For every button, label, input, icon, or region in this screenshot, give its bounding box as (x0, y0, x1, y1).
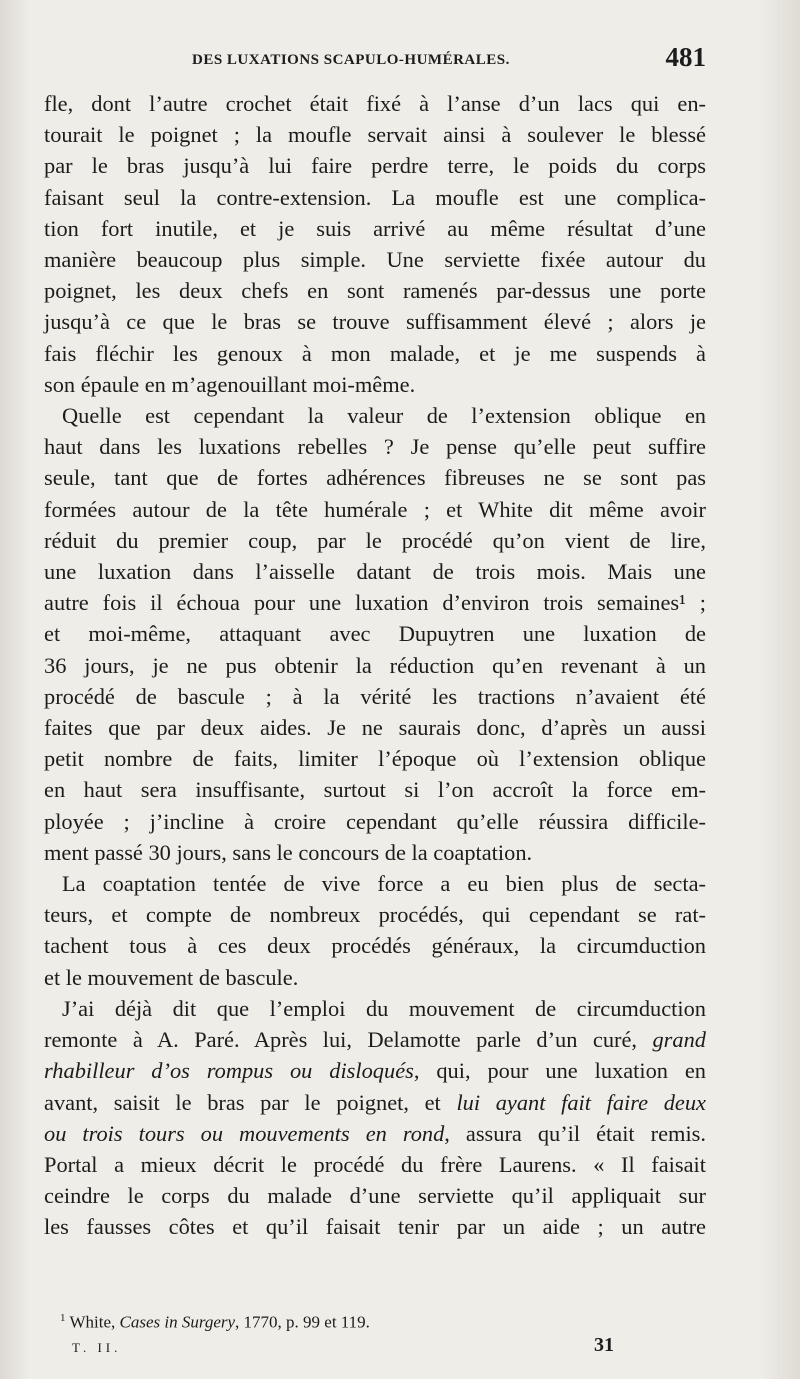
text-line: faisant seul la contre-extension. La moufle est une complica- (44, 184, 706, 210)
text-line: fais fléchir les genoux à mon malade, et je me suspends à (44, 340, 706, 366)
text-line: Quelle est cependant la valeur de l’extension oblique en (62, 403, 706, 429)
footnote-title: Cases in Surgery (119, 1312, 236, 1332)
text-line: procédé de bascule ; à la vérité les tractions n’avaient été (44, 683, 706, 709)
sheet-number: 31 (594, 1334, 614, 1356)
text-line: formées autour de la tête humérale ; et White dit même avoir (44, 496, 706, 522)
text-line: ployée ; j’incline à croire cependant qu’elle réussira difficile- (44, 808, 706, 834)
page-number: 481 (665, 42, 706, 72)
footnote (60, 1312, 370, 1333)
text-line (44, 1118, 706, 1149)
italic-text: lui ayant fait faire deux (456, 1089, 706, 1115)
text-line: manière beaucoup plus simple. Une serviette fixée autour du (44, 247, 706, 273)
text-line: petit nombre de faits, limiter l’époque où l’extension oblique (44, 746, 706, 772)
text-line: Portal a mieux décrit le procédé du frère Laurens. « Il faisait (44, 1151, 706, 1177)
running-title: DES LUXATIONS SCAPULO-HUMÉRALES. (192, 52, 510, 68)
text-segment: , assura qu’il était remis. (444, 1120, 706, 1146)
text-line: réduit du premier coup, par le procédé qu’on vient de lire, (44, 527, 706, 553)
text-line: les fausses côtes et qu’il faisait tenir par un aide ; un autre (44, 1214, 706, 1240)
text-line: une luxation dans l’aisselle datant de trois mois. Mais une (44, 559, 706, 585)
text-line: 36 jours, je ne pus obtenir la réduction qu’en revenant à un (44, 652, 706, 678)
text-line: ceindre le corps du malade d’une serviette qu’il appliquait sur (44, 1183, 706, 1209)
text-segment: remonte à A. Paré. Après lui, Delamotte parle d’un curé, (44, 1027, 638, 1053)
italic-text: rhabilleur d’os rompus ou disloqués (44, 1058, 414, 1084)
text-line: seule, tant que de fortes adhérences fibreuses ne se sont pas (44, 465, 706, 491)
text-segment: avant, saisit le bras par le poignet, et (44, 1089, 441, 1115)
running-head (44, 42, 706, 78)
text-line: et le mouvement de bascule. (44, 964, 299, 990)
text-line: haut dans les luxations rebelles ? Je pense qu’elle peut suffire (44, 434, 706, 460)
text-line: La coaptation tentée de vive force a eu bien plus de secta- (62, 871, 706, 897)
footnote-author: White, (69, 1312, 120, 1332)
text-segment: , qui, pour une luxation en (413, 1058, 706, 1084)
text-line (44, 1024, 706, 1055)
text-line: tachent tous à ces deux procédés généraux, la circumduction (44, 933, 706, 959)
text-line: teurs, et compte de nombreux procédés, qui cependant se rat- (44, 902, 706, 928)
text-line: tion fort inutile, et je suis arrivé au même résultat d’une (44, 215, 706, 241)
text-line: ment passé 30 jours, sans le concours de la coaptation. (44, 839, 533, 865)
italic-text: grand (652, 1027, 706, 1053)
footnote-details: , 1770, p. 99 et 119. (235, 1312, 370, 1332)
text-line: poignet, les deux chefs en sont ramenés par-dessus une porte (44, 278, 706, 304)
text-line (44, 1087, 706, 1118)
text-line: par le bras jusqu’à lui faire perdre terre, le poids du corps (44, 153, 706, 179)
text-line: tourait le poignet ; la moufle servait ainsi à soulever le blessé (44, 122, 706, 148)
text-line: jusqu’à ce que le bras se trouve suffisamment élevé ; alors je (44, 309, 706, 335)
text-line: J’ai déjà dit que l’emploi du mouvement de circumduction (62, 995, 706, 1021)
italic-text: ou trois tours ou mouvements en rond (44, 1120, 445, 1146)
text-line: fle, dont l’autre crochet était fixé à l’anse d’un lacs qui en- (44, 91, 706, 116)
text-line: faites que par deux aides. Je ne saurais donc, d’après un aussi (44, 715, 706, 741)
body-text (44, 88, 706, 1243)
text-line: et moi-même, attaquant avec Dupuytren une luxation de (44, 621, 706, 647)
text-line: en haut sera insuffisante, surtout si l’on accroît la force em- (44, 777, 706, 803)
volume-mark: T. II. (72, 1340, 122, 1355)
text-line: autre fois il échoua pour une luxation d’environ trois semaines¹ ; (44, 590, 706, 616)
text-line (44, 1055, 706, 1086)
text-line: son épaule en m’agenouillant moi-même. (44, 371, 416, 397)
footnote-marker: 1 (60, 1312, 66, 1324)
